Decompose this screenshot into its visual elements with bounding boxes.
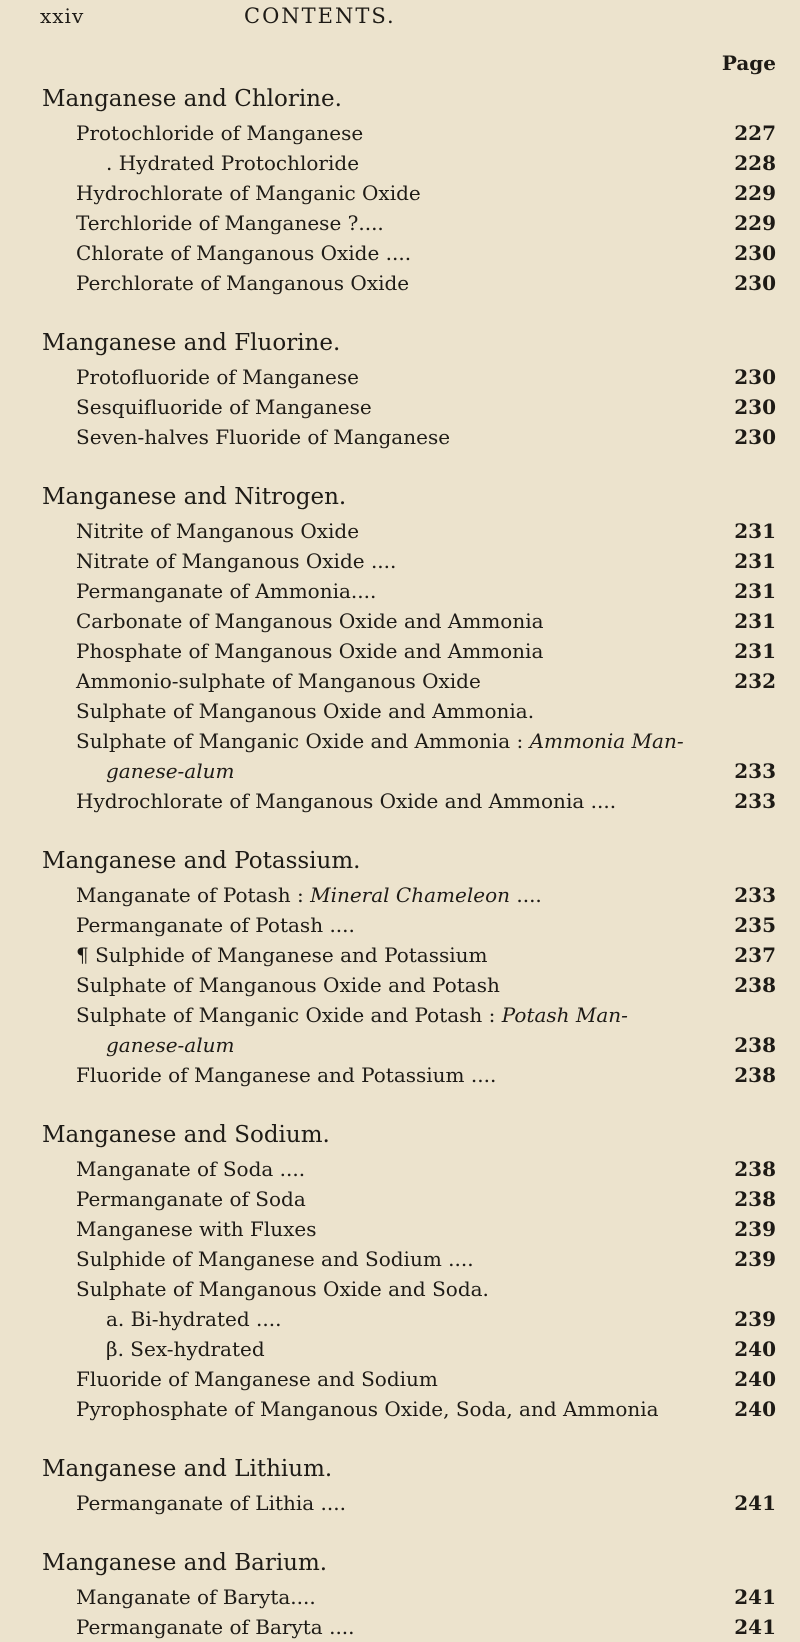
entry-page-number: 239 [734,1217,776,1241]
entry-title-text: a. Bi-hydrated .... [106,1307,282,1331]
section-gap [0,1518,800,1544]
contents-entry [0,392,800,422]
entry-title [76,666,481,696]
entry-title-text: Sesquifluoride of Manganese [76,395,372,419]
section-heading: Manganese and Barium. [42,1550,328,1576]
entry-title-text: Manganate of Baryta.... [76,1585,316,1609]
entry-title-tail: .... [510,883,542,907]
entry-title [76,910,355,940]
entry-title-text: Permanganate of Baryta .... [76,1615,355,1639]
contents-entry [0,1364,800,1394]
entry-title [76,1394,659,1424]
entry-page-number: 233 [734,759,776,783]
entry-page-number: 230 [734,365,776,389]
entry-title [76,1612,355,1642]
running-head [0,4,800,40]
contents-entry [0,576,800,606]
contents-entry [0,546,800,576]
entry-title [106,148,359,178]
section-heading: Manganese and Sodium. [42,1122,330,1148]
entry-title-text: Nitrate of Manganous Oxide .... [76,549,397,573]
entry-page-number: 239 [734,1307,776,1331]
contents-entry [0,1030,800,1060]
entry-title [76,1184,306,1214]
entry-title-text: Manganese with Fluxes [76,1217,317,1241]
entry-title [76,546,396,576]
entry-title [106,756,234,786]
entry-title [76,606,544,636]
contents-entry [0,208,800,238]
entry-title [76,576,376,606]
entry-title [106,1334,265,1364]
contents-entry [0,970,800,1000]
section-gap [0,1090,800,1116]
entry-title [76,1274,489,1304]
contents-entry [0,516,800,546]
entry-title-text: Terchloride of Manganese ?.... [76,211,384,235]
entry-title [76,1214,317,1244]
running-title: CONTENTS. [244,4,396,28]
entry-title-text: Perchlorate of Manganous Oxide [76,271,410,295]
entry-page-number: 231 [734,579,776,603]
entry-title [76,238,411,268]
entry-page-number: 237 [734,943,776,967]
entry-page-number: 230 [734,395,776,419]
entry-title [106,1030,234,1060]
entry-page-number: 238 [734,1157,776,1181]
entry-page-number: 240 [734,1337,776,1361]
entry-title-text: Sulphide of Manganese and Sodium .... [76,1247,474,1271]
entry-title-text: Sulphate of Manganic Oxide and Ammonia : [76,729,530,753]
entry-title [76,268,409,298]
entry-title-text: . Hydrated Protochloride [106,151,360,175]
entry-page-number: 231 [734,639,776,663]
entry-title-text: Manganate of Soda .... [76,1157,306,1181]
contents-section [0,452,800,816]
entry-title [76,940,488,970]
entry-title-text: Permanganate of Potash .... [76,913,355,937]
entry-title [76,362,359,392]
contents-entry [0,1488,800,1518]
entry-page-number: 238 [734,1063,776,1087]
entry-title [76,118,363,148]
section-gap [0,816,800,842]
contents-entry [0,1184,800,1214]
section-gap [0,1424,800,1450]
entry-page-number: 229 [734,181,776,205]
entry-page-number: 238 [734,1033,776,1057]
contents-entry [0,1612,800,1642]
contents-entry [0,1304,800,1334]
section-heading: Manganese and Nitrogen. [42,484,347,510]
entry-title [76,392,372,422]
entry-title-text: β. Sex-hydrated [106,1337,265,1361]
section-gap [0,452,800,478]
entry-page-number: 239 [734,1247,776,1271]
entry-title [76,1582,316,1612]
entry-page-number: 231 [734,549,776,573]
contents-entry [0,696,800,726]
entry-page-number: 231 [734,609,776,633]
entry-title [76,1364,438,1394]
contents-entry [0,1582,800,1612]
section-heading: Manganese and Lithium. [42,1456,333,1482]
entry-title [76,1060,496,1090]
contents-entry [0,238,800,268]
contents-entry [0,636,800,666]
entry-title-text: Protochloride of Manganese [76,121,364,145]
section-gap [0,298,800,324]
section-heading: Manganese and Chlorine. [42,86,342,112]
contents-entry [0,1244,800,1274]
entry-title-text: Protofluoride of Manganese [76,365,359,389]
contents-entry [0,666,800,696]
entry-title-text: Nitrite of Manganous Oxide [76,519,360,543]
contents-entry [0,362,800,392]
entry-page-number: 241 [734,1615,776,1639]
entry-title-italic: Ammonia Man- [529,729,684,753]
entry-title-text: Seven-halves Fluoride of Manganese [76,425,451,449]
page-column-label: Page [721,51,776,75]
entry-page-number: 227 [734,121,776,145]
contents-section [0,1090,800,1424]
entry-title-text: Pyrophosphate of Manganous Oxide, Soda, and Ammonia [76,1397,659,1421]
page-folio: xxiv [40,4,85,28]
entry-page-number: 229 [734,211,776,235]
section-heading: Manganese and Potassium. [42,848,361,874]
contents-entry [0,148,800,178]
entry-page-number: 230 [734,271,776,295]
entry-title [106,1304,281,1334]
entry-page-number: 230 [734,241,776,265]
contents-entry [0,606,800,636]
entry-title-text: Phosphate of Manganous Oxide and Ammonia [76,639,544,663]
contents-entry [0,880,800,910]
entry-title [76,726,684,756]
entry-page-number: 241 [734,1585,776,1609]
contents-entry [0,756,800,786]
entry-title-text: Fluoride of Manganese and Sodium [76,1367,438,1391]
entry-title [76,880,542,910]
entry-title-text: Chlorate of Manganous Oxide .... [76,241,412,265]
contents-entry [0,910,800,940]
entry-title-text: Permanganate of Ammonia.... [76,579,377,603]
contents-entry [0,1274,800,1304]
entry-title-text: Ammonio-sulphate of Manganous Oxide [76,669,481,693]
entry-page-number: 230 [734,425,776,449]
entry-title-text: Permanganate of Lithia .... [76,1491,346,1515]
entry-page-number: 238 [734,1187,776,1211]
entry-page-number: 240 [734,1397,776,1421]
contents-entry [0,786,800,816]
entry-title-text: Sulphate of Manganous Oxide and Ammonia. [76,699,535,723]
entry-title-italic: ganese-alum [106,1033,235,1057]
contents-entry [0,1060,800,1090]
entry-title [76,696,534,726]
entry-title [76,422,450,452]
contents-entry [0,1394,800,1424]
contents-entry [0,118,800,148]
entry-title [76,970,500,1000]
contents-entry [0,1154,800,1184]
entry-title-italic: Mineral Chameleon [310,883,510,907]
entry-page-number: 240 [734,1367,776,1391]
entry-title [76,1488,346,1518]
entry-title-text: Sulphate of Manganic Oxide and Potash : [76,1003,502,1027]
entry-title [76,208,384,238]
entry-title-text: Fluoride of Manganese and Potassium .... [76,1063,497,1087]
contents-entry [0,422,800,452]
entry-page-number: 233 [734,789,776,813]
contents-section [0,1518,800,1642]
contents-section [0,1424,800,1518]
contents-entry [0,178,800,208]
contents-entry [0,1214,800,1244]
entry-title [76,1244,474,1274]
entry-title-text: Carbonate of Manganous Oxide and Ammonia [76,609,544,633]
entry-page-number: 231 [734,519,776,543]
entry-page-number: 232 [734,669,776,693]
entry-page-number: 235 [734,913,776,937]
contents-entry [0,1334,800,1364]
contents-section [0,816,800,1090]
entry-title-text: Sulphate of Manganous Oxide and Soda. [76,1277,489,1301]
entry-title [76,1154,305,1184]
entry-title-text: Permanganate of Soda [76,1187,306,1211]
entry-title [76,786,616,816]
entry-title [76,516,359,546]
entry-title-text: Sulphate of Manganous Oxide and Potash [76,973,500,997]
contents-entry [0,268,800,298]
contents-entry [0,940,800,970]
entry-page-number: 228 [734,151,776,175]
contents-list [0,80,800,1642]
entry-title-text: Hydrochlorate of Manganic Oxide [76,181,421,205]
contents-section [0,298,800,452]
entry-title [76,178,421,208]
contents-entry [0,726,800,756]
entry-title-italic: Potash Man- [501,1003,628,1027]
entry-title-text: Hydrochlorate of Manganous Oxide and Ammonia .... [76,789,617,813]
entry-title [76,636,543,666]
section-heading: Manganese and Fluorine. [42,330,341,356]
entry-title [76,1000,628,1030]
entry-title-text: Manganate of Potash : [76,883,311,907]
entry-title-italic: ganese-alum [106,759,235,783]
entry-page-number: 233 [734,883,776,907]
entry-title-text: ¶ Sulphide of Manganese and Potassium [76,943,488,967]
contents-section [0,80,800,298]
entry-page-number: 241 [734,1491,776,1515]
contents-entry [0,1000,800,1030]
entry-page-number: 238 [734,973,776,997]
